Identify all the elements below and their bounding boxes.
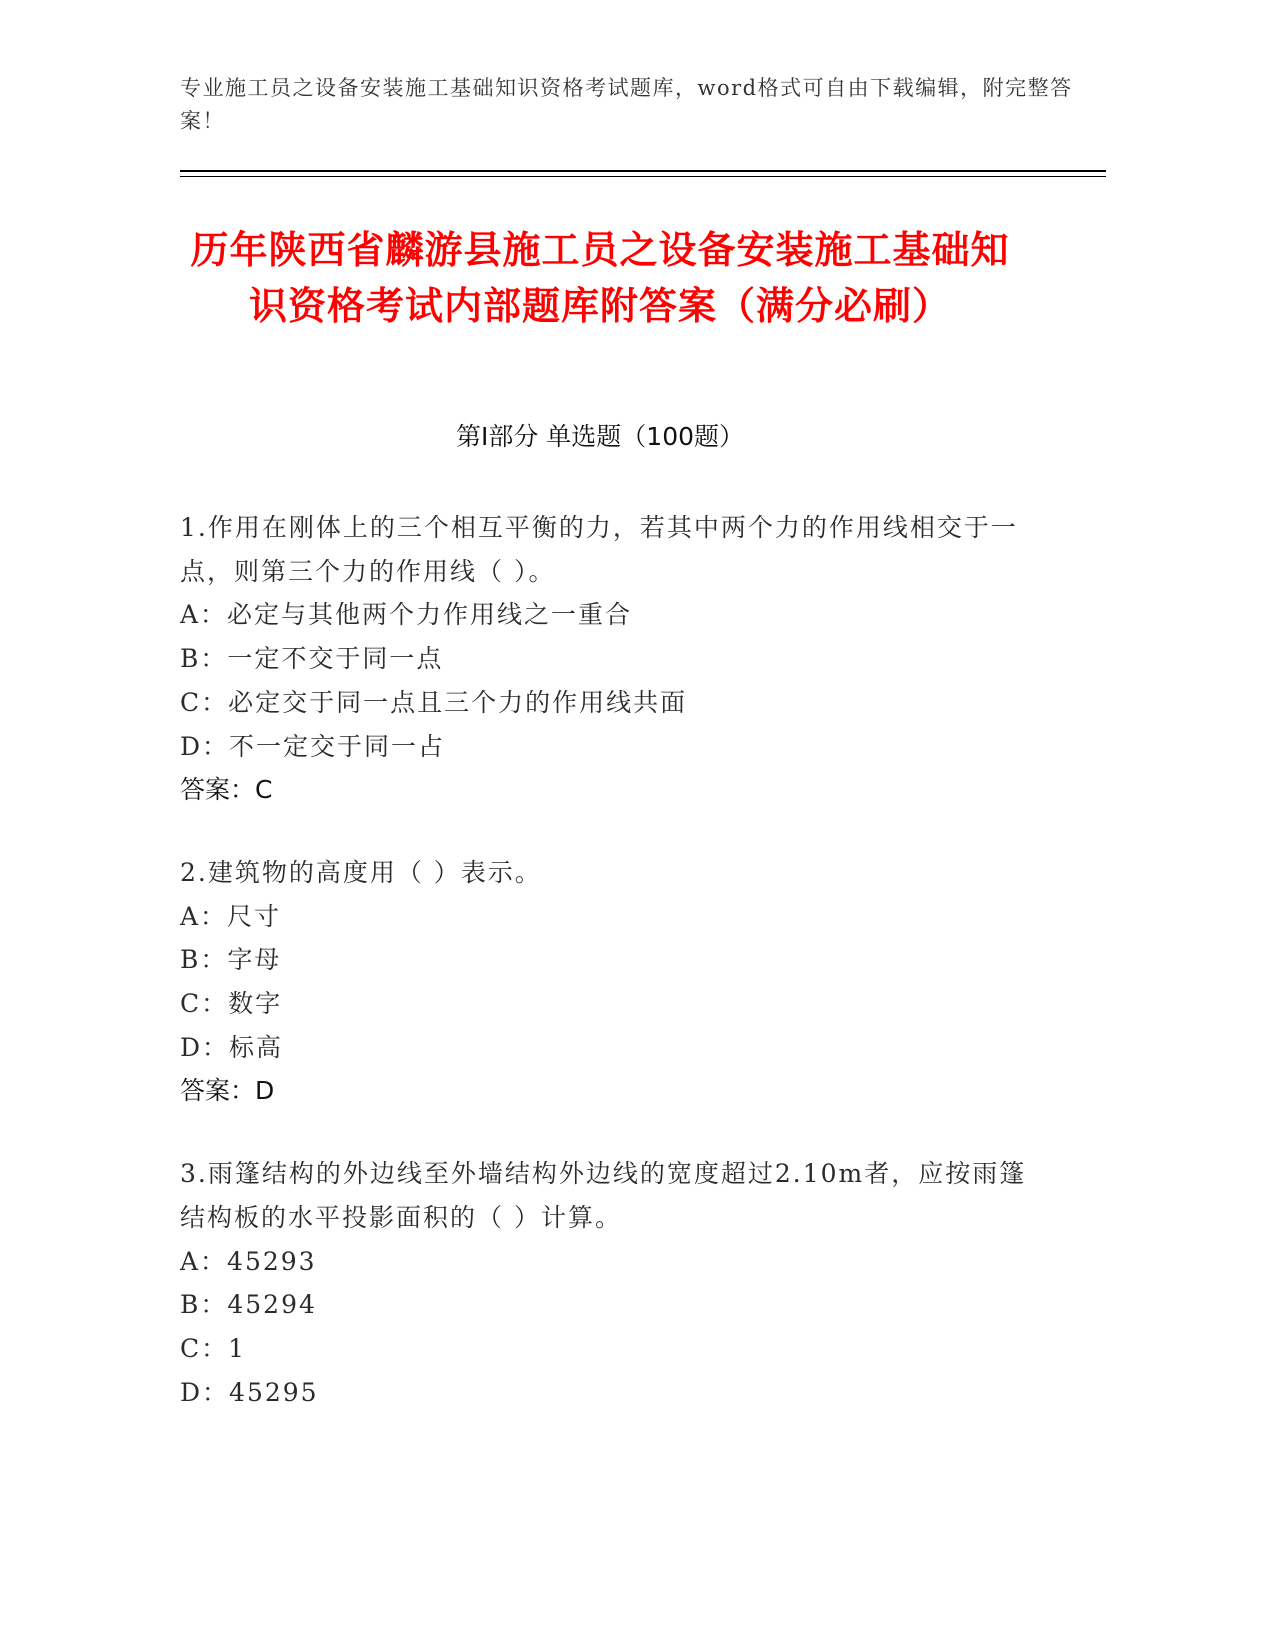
answer-line: 答案：C (180, 775, 273, 805)
answer-line: 答案：D (180, 1076, 275, 1106)
option-c: C：数字 (180, 989, 283, 1019)
option-b: B：一定不交于同一点 (180, 644, 444, 674)
document-title: 历年陕西省麟游县施工员之设备安装施工基础知识资格考试内部题库附答案（满分必刷） (190, 228, 1010, 328)
option-b: B：45294 (180, 1290, 317, 1320)
option-a: A：必定与其他两个力作用线之一重合 (180, 600, 633, 630)
section-title: 第I部分 单选题（100题） (455, 422, 745, 451)
question-3 (180, 1152, 1030, 1414)
question-list (180, 506, 1030, 1453)
option-b: B：字母 (180, 945, 282, 975)
question-1 (180, 506, 1030, 812)
question-stem: 2.建筑物的高度用（ ）表示。 (180, 857, 542, 887)
question-stem: 3.雨篷结构的外边线至外墙结构外边线的宽度超过2.10m者，应按雨篷结构板的水平投影面积的（ ）计算。 (180, 1159, 1027, 1232)
option-c: C：1 (180, 1333, 247, 1363)
option-a: A：45293 (180, 1246, 317, 1276)
option-c: C：必定交于同一点且三个力的作用线共面 (180, 687, 688, 717)
option-d: D：标高 (180, 1032, 284, 1062)
header-divider-thick (180, 170, 1106, 172)
option-a: A：尺寸 (180, 901, 282, 931)
header-divider-thin (180, 176, 1106, 177)
header-note: 专业施工员之设备安装施工基础知识资格考试题库，word格式可自由下载编辑，附完整答案！ (180, 76, 1073, 133)
question-stem: 1.作用在刚体上的三个相互平衡的力，若其中两个力的作用线相交于一点，则第三个力的作用线（ ）。 (180, 513, 1018, 586)
question-2 (180, 851, 1030, 1113)
option-d: D：45295 (180, 1377, 319, 1407)
option-d: D：不一定交于同一占 (180, 731, 446, 761)
